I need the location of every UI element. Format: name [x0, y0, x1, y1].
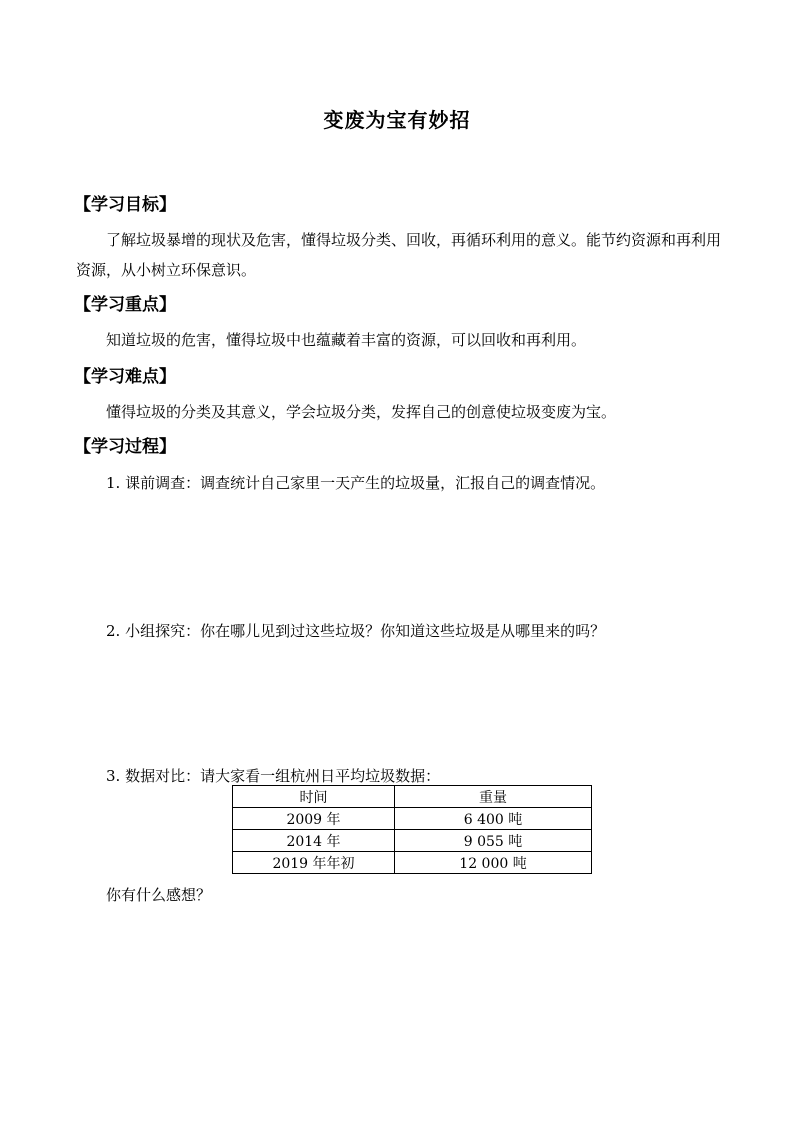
table-cell: 2009 年	[233, 808, 395, 830]
objectives-text: 了解垃圾暴增的现状及危害，懂得垃圾分类、回收，再循环利用的意义。能节约资源和再利用资源，从小树立环保意识。	[76, 231, 722, 279]
table-cell: 2014 年	[233, 830, 395, 852]
table-header-row	[233, 786, 592, 808]
table-cell: 9 055 吨	[395, 830, 592, 852]
table-row	[233, 852, 592, 874]
key-points-heading: 【学习重点】	[74, 295, 176, 315]
page-title: 变废为宝有妙招	[323, 108, 471, 132]
table-header-cell: 重量	[395, 786, 592, 808]
process-step-1: 1. 课前调查：调查统计自己家里一天产生的垃圾量，汇报自己的调查情况。	[106, 474, 606, 492]
table-cell: 6 400 吨	[395, 808, 592, 830]
process-heading: 【学习过程】	[74, 437, 176, 457]
table-row	[233, 830, 592, 852]
table-cell: 2019 年年初	[233, 852, 395, 874]
table-row	[233, 808, 592, 830]
process-step-3: 3. 数据对比：请大家看一组杭州日平均垃圾数据：	[106, 767, 441, 785]
process-step-2: 2. 小组探究：你在哪儿见到过这些垃圾？你知道这些垃圾是从哪里来的吗？	[106, 622, 606, 640]
difficulties-text: 懂得垃圾的分类及其意义，学会垃圾分类，发挥自己的创意使垃圾变废为宝。	[106, 403, 617, 421]
objectives-heading: 【学习目标】	[74, 195, 176, 215]
reflection-question: 你有什么感想？	[106, 886, 212, 904]
difficulties-heading: 【学习难点】	[74, 367, 176, 387]
garbage-data-table	[232, 785, 592, 874]
table-cell: 12 000 吨	[395, 852, 592, 874]
key-points-text: 知道垃圾的危害，懂得垃圾中也蕴藏着丰富的资源，可以回收和再利用。	[106, 331, 587, 349]
table-header-cell: 时间	[233, 786, 395, 808]
